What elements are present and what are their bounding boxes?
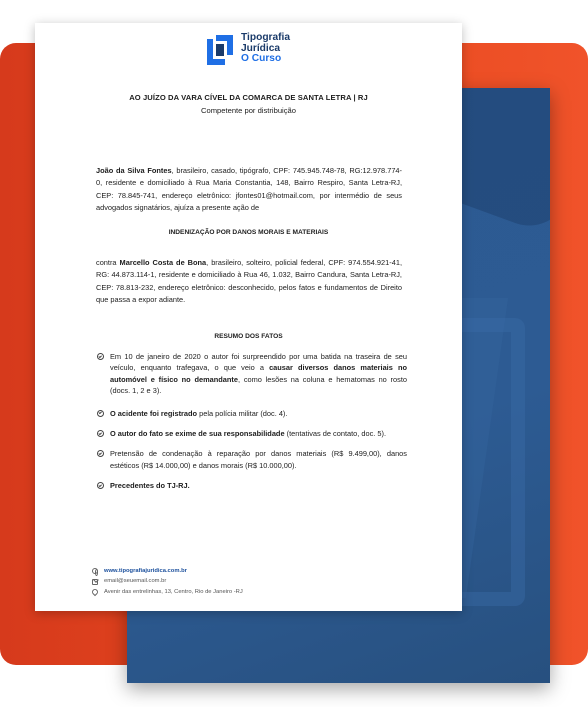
fact-text: (tentativas de contato, doc. 5). xyxy=(284,429,387,439)
fact-highlight: O acidente foi registrado xyxy=(110,408,198,418)
defendant-paragraph xyxy=(96,257,402,306)
check-circle-icon xyxy=(97,353,104,360)
check-circle-icon xyxy=(97,410,104,417)
mail-icon xyxy=(92,579,98,585)
fact-item xyxy=(95,351,407,397)
document-page xyxy=(35,23,462,611)
logo-text xyxy=(241,33,290,65)
globe-icon xyxy=(92,568,98,574)
defendant-details: , brasileiro, solteiro, policial federal, CPF: 974.554.921-41, RG: 44.873.114-1, residente e domiciliado à Rua 46, 1.032, Bairro Candura, Santa Letra-RJ, CEP: 78.813-232, endereço eletrônico: desconhecido, pelos fatos e fundamentos de Direito que passa a expor adiante. xyxy=(96,258,402,304)
logo-line-1: Tipografia xyxy=(241,32,291,43)
plaintiff-name: João da Silva Fontes xyxy=(96,166,172,175)
plaintiff-paragraph xyxy=(96,165,402,214)
address-text: Avenir das entrelinhas, 13, Centro, Rio de Janeiro -RJ xyxy=(104,588,243,595)
fact-item xyxy=(95,428,407,439)
check-circle-icon xyxy=(97,482,104,489)
logo-line-3: O Curso xyxy=(241,53,282,65)
fact-item xyxy=(95,480,407,491)
fact-text: Pretensão de condenação à reparação por danos materiais (R$ 9.499,00), danos estéticos (R$ 14.000,00) e danos morais (R$ 10.000,00). xyxy=(110,449,407,470)
action-title: INDENIZAÇÃO POR DANOS MORAIS E MATERIAIS xyxy=(168,229,329,236)
footer-address-row xyxy=(92,587,243,597)
fact-highlight: causar diversos danos materiais no automóvel e físico no demandante xyxy=(110,363,407,384)
plaintiff-details: , brasileiro, casado, tipógrafo, CPF: 745.945.748-78, RG:12.978.774-0, residente e domiciliado à Rua Maria Constantia, 148, Bairro Respiro, Santa Letra-RJ, CEP: 78.845-741, endereço eletrônico: jfontes01@hotmail.com, por intermédio de seus advogados signatários, ajuíza a presente ação de xyxy=(96,166,402,212)
facts-title: RESUMO DOS FATOS xyxy=(214,333,283,340)
location-pin-icon xyxy=(91,588,99,596)
defendant-name: Marcello Costa de Bona xyxy=(119,258,207,267)
logo-mark-icon xyxy=(205,33,235,67)
fact-item xyxy=(95,448,407,471)
fact-text: Em 10 de janeiro de 2020 o autor foi surpreendido por uma batida na traseira de seu veículo, enquanto trafegava, o que veio a xyxy=(110,352,407,373)
footer-email-row[interactable] xyxy=(92,576,243,586)
email-link[interactable]: email@seuemail.com.br xyxy=(104,578,167,585)
defendant-prefix: contra xyxy=(96,258,120,267)
check-circle-icon xyxy=(97,430,104,437)
fact-text: pela polícia militar (doc. 4). xyxy=(197,408,288,418)
brand-logo xyxy=(205,33,290,67)
footer-website-row[interactable] xyxy=(92,566,243,576)
fact-highlight: O autor do fato se exime de sua responsabilidade xyxy=(110,429,285,439)
court-subtitle: Competente por distribuição xyxy=(201,106,296,115)
fact-text: , como lesões na coluna e hematomas no rosto (docs. 1, 2 e 3). xyxy=(110,374,407,396)
website-link[interactable]: www.tipografiajuridica.com.br xyxy=(104,568,187,574)
check-circle-icon xyxy=(97,450,104,457)
footer-contacts xyxy=(92,566,243,597)
fact-item xyxy=(95,408,407,419)
facts-list xyxy=(95,351,407,492)
court-title: AO JUÍZO DA VARA CÍVEL DA COMARCA DE SANTA LETRA | RJ xyxy=(129,93,368,102)
fact-highlight: Precedentes do TJ-RJ. xyxy=(110,481,190,491)
logo-line-2: Jurídica xyxy=(241,42,281,54)
